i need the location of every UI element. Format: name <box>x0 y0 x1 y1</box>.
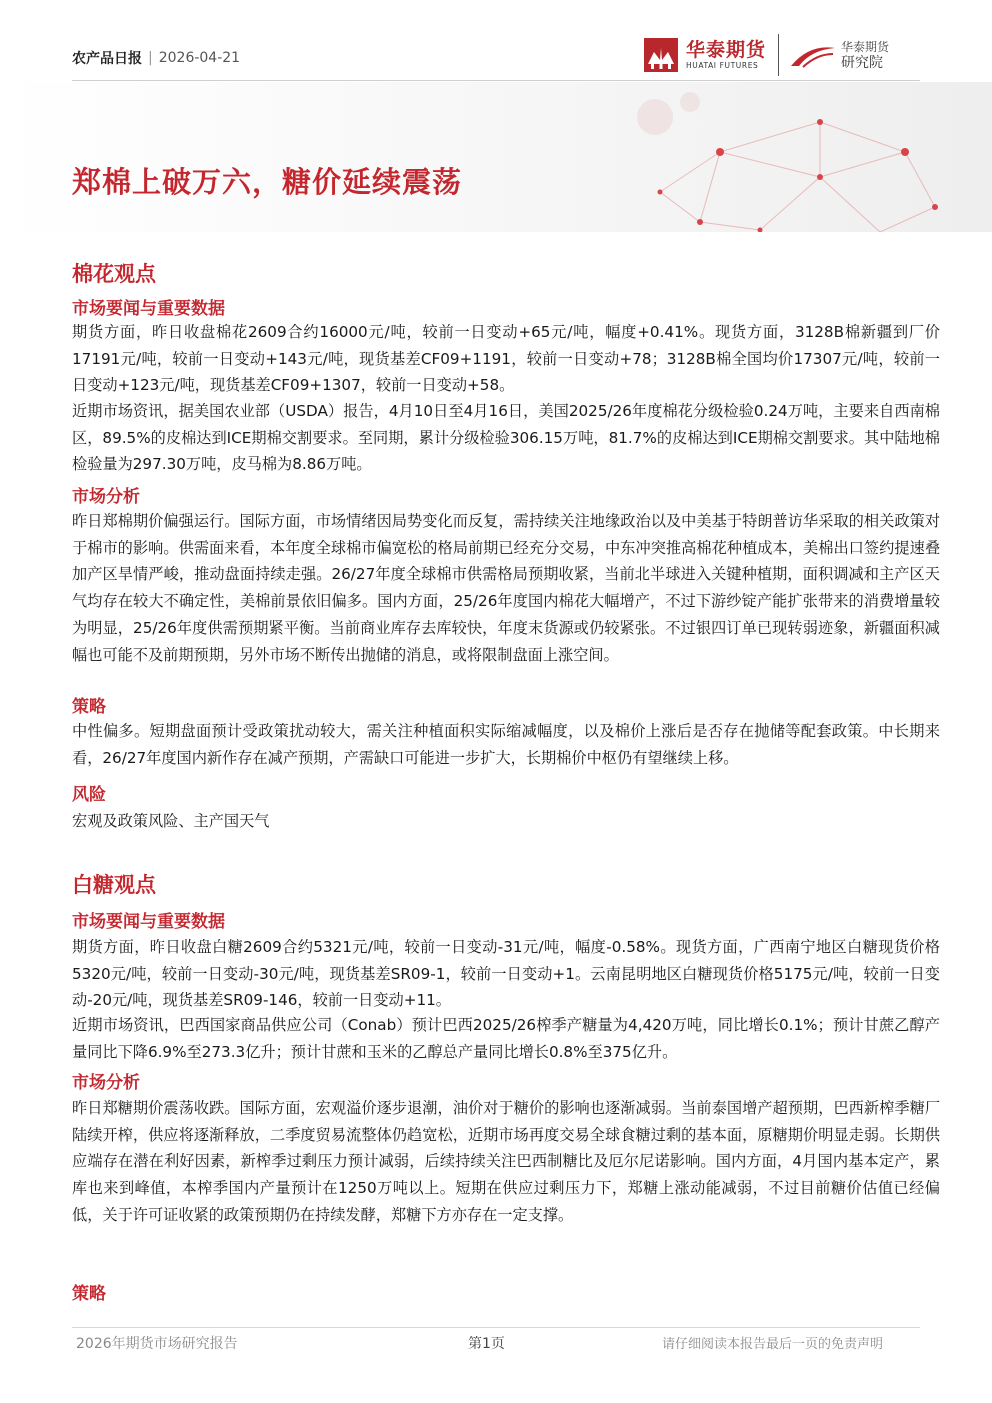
footer-report-name: 2026年期货市场研究报告 <box>76 1336 238 1352</box>
cotton-news-paragraph-2: 近期市场资讯，据美国农业部（USDA）报告，4月10日至4月16日，美国2025/26年度棉花分级检验0.24万吨，主要来自西南棉区，89.5%的皮棉达到ICE期棉交割要求。至同期，累计分级检验306.15万吨，81.7%的皮棉达到ICE期棉交割要求。其中陆地棉检验量为297.30万吨，皮马棉为8.86万吨。 <box>72 402 940 474</box>
sugar-news-paragraph-1: 期货方面，昨日收盘白糖2609合约5321元/吨，较前一日变动-31元/吨，幅度-0.58%。现货方面，广西南宁地区白糖现货价格5320元/吨，较前一日变动-30元/吨，现货基差SR09-1，较前一日变动+1。云南昆明地区白糖现货价格5175元/吨，较前一日变动-20元/吨，现货基差SR09-146，较前一日变动+11。 <box>72 938 940 1010</box>
sugar-section-heading: 白糖观点 <box>72 873 156 897</box>
cotton-strategy-paragraph: 中性偏多。短期盘面预计受政策扰动较大，需关注种植面积实际缩减幅度，以及棉价上涨后是否存在抛储等配套政策。中长期来看，26/27年度国内新作存在减产预期，产需缺口可能进一步扩大，长期棉价中枢仍有望继续上移。 <box>72 722 940 767</box>
institute-name-line2: 研究院 <box>841 55 884 71</box>
footer-page-number: 第1页 <box>468 1336 505 1352</box>
cotton-strategy-heading: 策略 <box>72 697 106 717</box>
brand-name-en: HUATAI FUTURES <box>686 61 759 70</box>
sugar-news-heading: 市场要闻与重要数据 <box>72 912 225 932</box>
footer-divider <box>72 1327 920 1328</box>
report-date: 2026-04-21 <box>158 50 241 66</box>
company-logo <box>644 34 889 76</box>
cotton-section-heading: 棉花观点 <box>72 262 156 286</box>
cotton-analysis-paragraph: 昨日郑棉期价偏强运行。国际方面，市场情绪因局势变化而反复，需持续关注地缘政治以及中美基于特朗普访华采取的相关政策对于棉市的影响。供需面来看，本年度全球棉市偏宽松的格局前期已经充分交易，中东冲突推高棉花种植成本，美棉出口签约提速叠加产区旱情严峻，推动盘面持续走强。26/27年度全球棉市供需格局预期收紧，当前北半球进入关键种植期，面积调减和主产区天气均存在较大不确定性，美棉前景依旧偏多。国内方面，25/26年度国内棉花大幅增产，不过下游纱锭产能扩张带来的消费增量较为明显，25/26年度供需预期紧平衡。当前商业库存去库较快，年度末货源或仍较紧张。不过银四订单已现转弱迹象，新疆面积减幅也可能不及前期预期，另外市场不断传出抛储的消息，或将限制盘面上涨空间。 <box>72 512 940 664</box>
page-title: 郑棉上破万六，糖价延续震荡 <box>72 165 463 199</box>
logo-divider <box>778 34 779 76</box>
header-separator: | <box>148 50 153 66</box>
cotton-risk-heading: 风险 <box>72 785 106 805</box>
cotton-news-heading: 市场要闻与重要数据 <box>72 299 225 319</box>
sugar-news-paragraph-2: 近期市场资讯，巴西国家商品供应公司（Conab）预计巴西2025/26榨季产糖量为4,420万吨，同比增长0.1%；预计甘蔗乙醇产量同比下降6.9%至273.3亿升；预计甘蔗和玉米的乙醇总产量同比增长0.8%至375亿升。 <box>72 1016 940 1061</box>
header-divider <box>72 80 920 81</box>
institute-swoosh-icon <box>789 40 837 70</box>
institute-name-line1: 华泰期货 <box>841 40 890 54</box>
sugar-strategy-heading: 策略 <box>72 1284 106 1304</box>
cotton-news-paragraph-1: 期货方面，昨日收盘棉花2609合约16000元/吨，较前一日变动+65元/吨，幅度+0.41%。现货方面，3128B棉新疆到厂价17191元/吨，较前一日变动+143元/吨，现货基差CF09+1191，较前一日变动+78；3128B棉全国均价17307元/吨，较前一日变动+123元/吨，现货基差CF09+1307，较前一日变动+58。 <box>72 323 940 395</box>
banner-network-graphic <box>0 82 992 232</box>
cotton-analysis-heading: 市场分析 <box>72 487 140 507</box>
cotton-risk-paragraph: 宏观及政策风险、主产国天气 <box>72 812 270 830</box>
report-header <box>72 48 240 68</box>
huatai-logo-icon <box>644 38 678 72</box>
footer-disclaimer-note: 请仔细阅读本报告最后一页的免责声明 <box>662 1337 884 1352</box>
report-category: 农产品日报 <box>72 51 142 67</box>
sugar-analysis-heading: 市场分析 <box>72 1073 140 1093</box>
brand-name-cn: 华泰期货 <box>686 39 767 61</box>
sugar-analysis-paragraph: 昨日郑糖期价震荡收跌。国际方面，宏观溢价逐步退潮，油价对于糖价的影响也逐渐减弱。当前泰国增产超预期，巴西新榨季糖厂陆续开榨，供应将逐渐释放，二季度贸易流整体仍趋宽松，近期市场再度交易全球食糖过剩的基本面，原糖期价明显走弱。长期供应端存在潜在利好因素，新榨季过剩压力预计减弱，后续持续关注巴西制糖比及厄尔尼诺影响。国内方面，4月国内基本定产，累库也来到峰值，本榨季国内产量预计在1250万吨以上。短期在供应过剩压力下，郑糖上涨动能减弱，不过目前糖价估值已经偏低，关于许可证收紧的政策预期仍在持续发酵，郑糖下方亦存在一定支撑。 <box>72 1099 940 1224</box>
